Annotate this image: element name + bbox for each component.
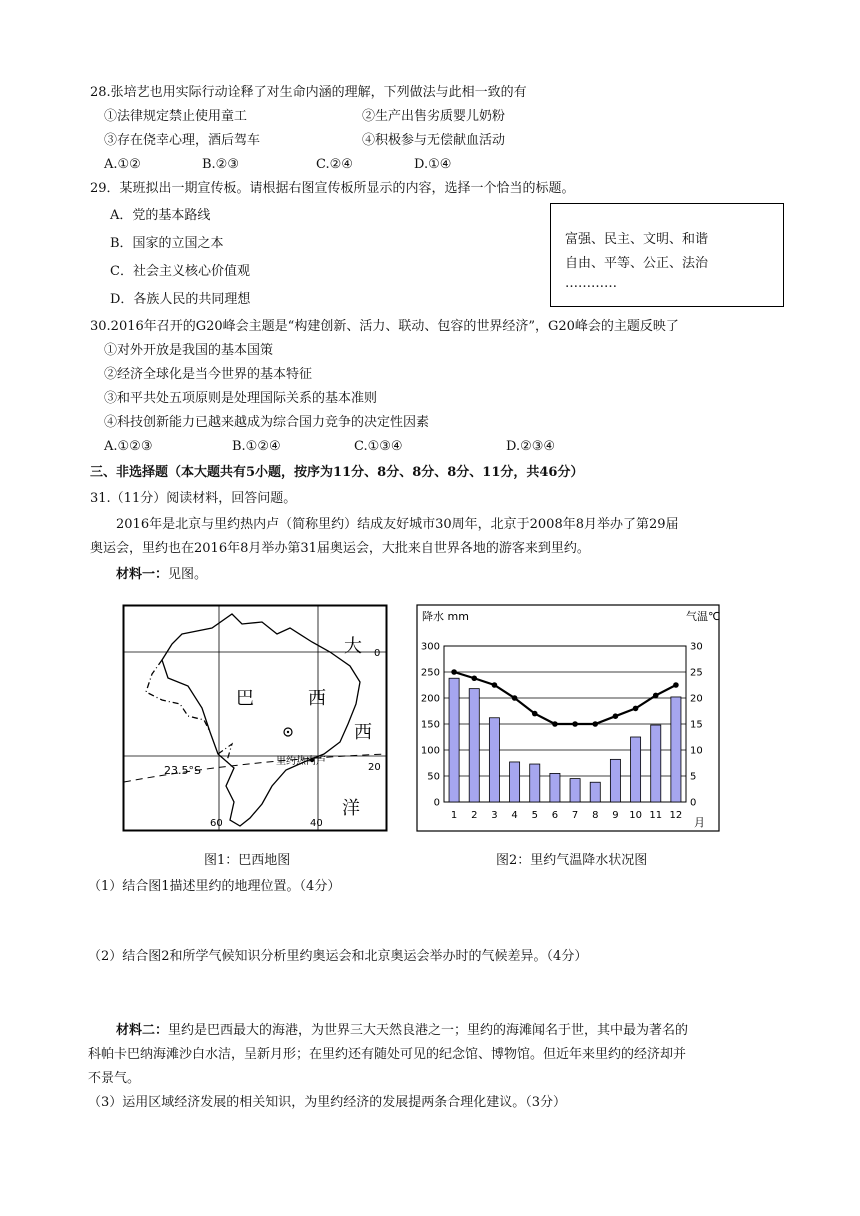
temperature-point xyxy=(512,695,518,701)
precipitation-bar xyxy=(651,725,661,802)
left-tick-label: 200 xyxy=(420,693,440,705)
precipitation-bar xyxy=(671,697,681,802)
precipitation-bar xyxy=(570,779,580,802)
precipitation-bar xyxy=(489,718,499,802)
q30-option-a: A.①②③ xyxy=(104,439,153,454)
material2-line3: 不景气。 xyxy=(88,1071,141,1086)
precipitation-bar xyxy=(631,737,641,802)
x-tick-label: 12 xyxy=(669,810,683,821)
map-label-xi2: 西 xyxy=(354,722,372,743)
x-tick-label: 9 xyxy=(612,810,619,821)
x-tick-label: 8 xyxy=(592,810,599,821)
map-tick-60: 60 xyxy=(210,818,223,829)
right-tick-label: 20 xyxy=(690,693,703,705)
material2-text-1: 里约是巴西最大的海港，为世界三大天然良港之一；里约的海滩闻名于世，其中最为著名的 xyxy=(168,1023,689,1038)
right-tick-label: 25 xyxy=(690,667,703,679)
q29-stem: 29．某班拟出一期宣传板。请根据右图宣传板所显示的内容，选择一个恰当的标题。 xyxy=(90,181,575,196)
precipitation-bar xyxy=(530,764,540,802)
q30-stem: 30.2016年召开的G20峰会主题是“构建创新、活力、联动、包容的世界经济”，G20峰会的主题反映了 xyxy=(90,319,679,334)
precipitation-bar xyxy=(610,759,620,802)
q31-sub1: （1）结合图1描述里约的地理位置。（4分） xyxy=(88,879,341,894)
q29-option-b: B．国家的立国之本 xyxy=(110,236,224,251)
right-tick-label: 5 xyxy=(690,771,697,783)
q28-option-d: D.①④ xyxy=(414,157,452,172)
q29-option-c: C．社会主义核心价值观 xyxy=(110,264,250,279)
material2-line2: 科帕卡巴纳海滩沙白水洁，呈新月形；在里约还有随处可见的纪念馆、博物馆。但近年来里约的经济却并 xyxy=(88,1047,687,1062)
q31-stem: 31.（11分）阅读材料，回答问题。 xyxy=(90,491,297,506)
map-rio-label: 里约热内卢 xyxy=(276,756,326,767)
section3-title: 三、非选择题 xyxy=(90,465,169,480)
board-line-3: ………… xyxy=(565,276,617,291)
q28-item-2: ②生产出售劣质婴儿奶粉 xyxy=(362,109,506,124)
temperature-point xyxy=(653,693,659,699)
board-line-1: 富强、民主、文明、和谐 xyxy=(565,232,709,247)
figure2-caption: 图2：里约气温降水状况图 xyxy=(496,853,648,868)
temperature-point xyxy=(451,669,457,675)
x-tick-label: 5 xyxy=(531,810,538,821)
left-tick-label: 250 xyxy=(420,667,440,679)
x-tick-label: 1 xyxy=(450,810,458,821)
right-tick-label: 30 xyxy=(690,641,703,653)
precipitation-bar xyxy=(469,689,479,802)
right-tick-label: 10 xyxy=(690,745,703,757)
q30-option-d: D.②③④ xyxy=(506,439,556,454)
temperature-point xyxy=(492,682,498,688)
climate-chart xyxy=(416,604,720,832)
x-tick-label: 3 xyxy=(491,810,498,821)
map-tropic-label: 23.5°S xyxy=(164,764,201,777)
figure1-caption: 图1：巴西地图 xyxy=(204,853,291,868)
left-tick-label: 100 xyxy=(420,745,440,757)
q28-stem: 28.张培艺也用实际行动诠释了对生命内涵的理解，下列做法与此相一致的有 xyxy=(90,85,527,100)
q28-item-3: ③存在侥幸心理，酒后驾车 xyxy=(104,133,261,148)
precipitation-bar xyxy=(590,782,600,802)
temperature-point xyxy=(633,706,639,712)
q29-option-a: A．党的基本路线 xyxy=(110,208,211,223)
chart-ylabel-left: 降水 mm xyxy=(422,610,469,623)
brazil-map xyxy=(122,604,388,832)
material1-text: 见图。 xyxy=(168,567,208,582)
q28-item-1: ①法律规定禁止使用童工 xyxy=(104,109,248,124)
right-tick-label: 15 xyxy=(690,719,703,731)
q31-para1-line1: 2016年是北京与里约热内卢（简称里约）结成友好城市30周年，北京于2008年8月举办了第29届 xyxy=(116,517,679,532)
q31-sub2: （2）结合图2和所学气候知识分析里约奥运会和北京奥运会举办时的气候差异。（4分） xyxy=(88,949,588,964)
right-tick-label: 0 xyxy=(690,797,697,809)
left-tick-label: 150 xyxy=(420,719,440,731)
q28-option-c: C.②④ xyxy=(316,157,353,172)
q31-para1-line2: 奥运会，里约也在2016年8月举办第31届奥运会，大批来自世界各地的游客来到里约。 xyxy=(90,541,590,556)
x-tick-label: 7 xyxy=(571,810,579,821)
x-tick-label: 11 xyxy=(649,810,663,821)
x-tick-label: 2 xyxy=(471,810,478,821)
precipitation-bar xyxy=(550,773,560,802)
q31-sub3: （3）运用区域经济发展的相关知识，为里约经济的发展提两条合理化建议。（3分） xyxy=(88,1095,567,1110)
map-tick-40: 40 xyxy=(310,818,323,829)
q28-option-b: B.②③ xyxy=(202,157,239,172)
propaganda-board xyxy=(550,203,784,307)
q30-item-2: ②经济全球化是当今世界的基本特征 xyxy=(104,367,313,382)
q30-item-4: ④科技创新能力已越来越成为综合国力竞争的决定性因素 xyxy=(104,415,430,430)
capital-dot-icon xyxy=(287,731,289,733)
x-tick-label: 6 xyxy=(551,810,559,821)
temperature-point xyxy=(552,721,558,727)
q30-item-1: ①对外开放是我国的基本国策 xyxy=(104,343,274,358)
q30-item-3: ③和平共处五项原则是处理国际关系的基本准则 xyxy=(104,391,378,406)
section3-heading xyxy=(90,464,583,482)
material2-label: 材料二： xyxy=(116,1023,169,1038)
material1 xyxy=(116,566,207,584)
temperature-point xyxy=(572,721,578,727)
temperature-point xyxy=(532,711,538,717)
q28-option-a: A.①② xyxy=(104,157,141,172)
material1-label: 材料一： xyxy=(116,567,169,582)
temperature-point xyxy=(613,713,619,719)
map-label-ba: 巴 xyxy=(236,688,254,709)
temperature-point xyxy=(673,682,679,688)
precipitation-bar xyxy=(510,762,520,802)
q29-option-d: D．各族人民的共同理想 xyxy=(110,292,251,307)
map-tick-20: 20 xyxy=(368,762,381,773)
left-tick-label: 0 xyxy=(433,797,440,809)
chart-ylabel-right: 气温℃ xyxy=(686,610,720,623)
q30-option-b: B.①②④ xyxy=(232,439,281,454)
material2-line1 xyxy=(116,1022,688,1040)
temperature-point xyxy=(592,721,598,727)
x-tick-label: 4 xyxy=(511,810,518,821)
temperature-point xyxy=(471,675,477,681)
map-tick-0: 0 xyxy=(374,648,381,659)
map-label-yang: 洋 xyxy=(342,798,360,819)
chart-xlabel: 月 xyxy=(694,816,705,829)
q28-item-4: ④积极参与无偿献血活动 xyxy=(362,133,506,148)
left-tick-label: 50 xyxy=(427,771,440,783)
x-tick-label: 10 xyxy=(629,810,642,821)
precipitation-bar xyxy=(449,678,459,802)
board-line-2: 自由、平等、公正、法治 xyxy=(565,256,709,271)
map-label-xi: 西 xyxy=(308,688,326,709)
q30-option-c: C.①③④ xyxy=(354,439,403,454)
left-tick-label: 300 xyxy=(420,641,440,653)
map-label-da: 大 xyxy=(344,636,362,657)
section3-note: （本大题共有5小题，按序为11分、8分、8分、8分、11分，共46分） xyxy=(168,465,584,480)
